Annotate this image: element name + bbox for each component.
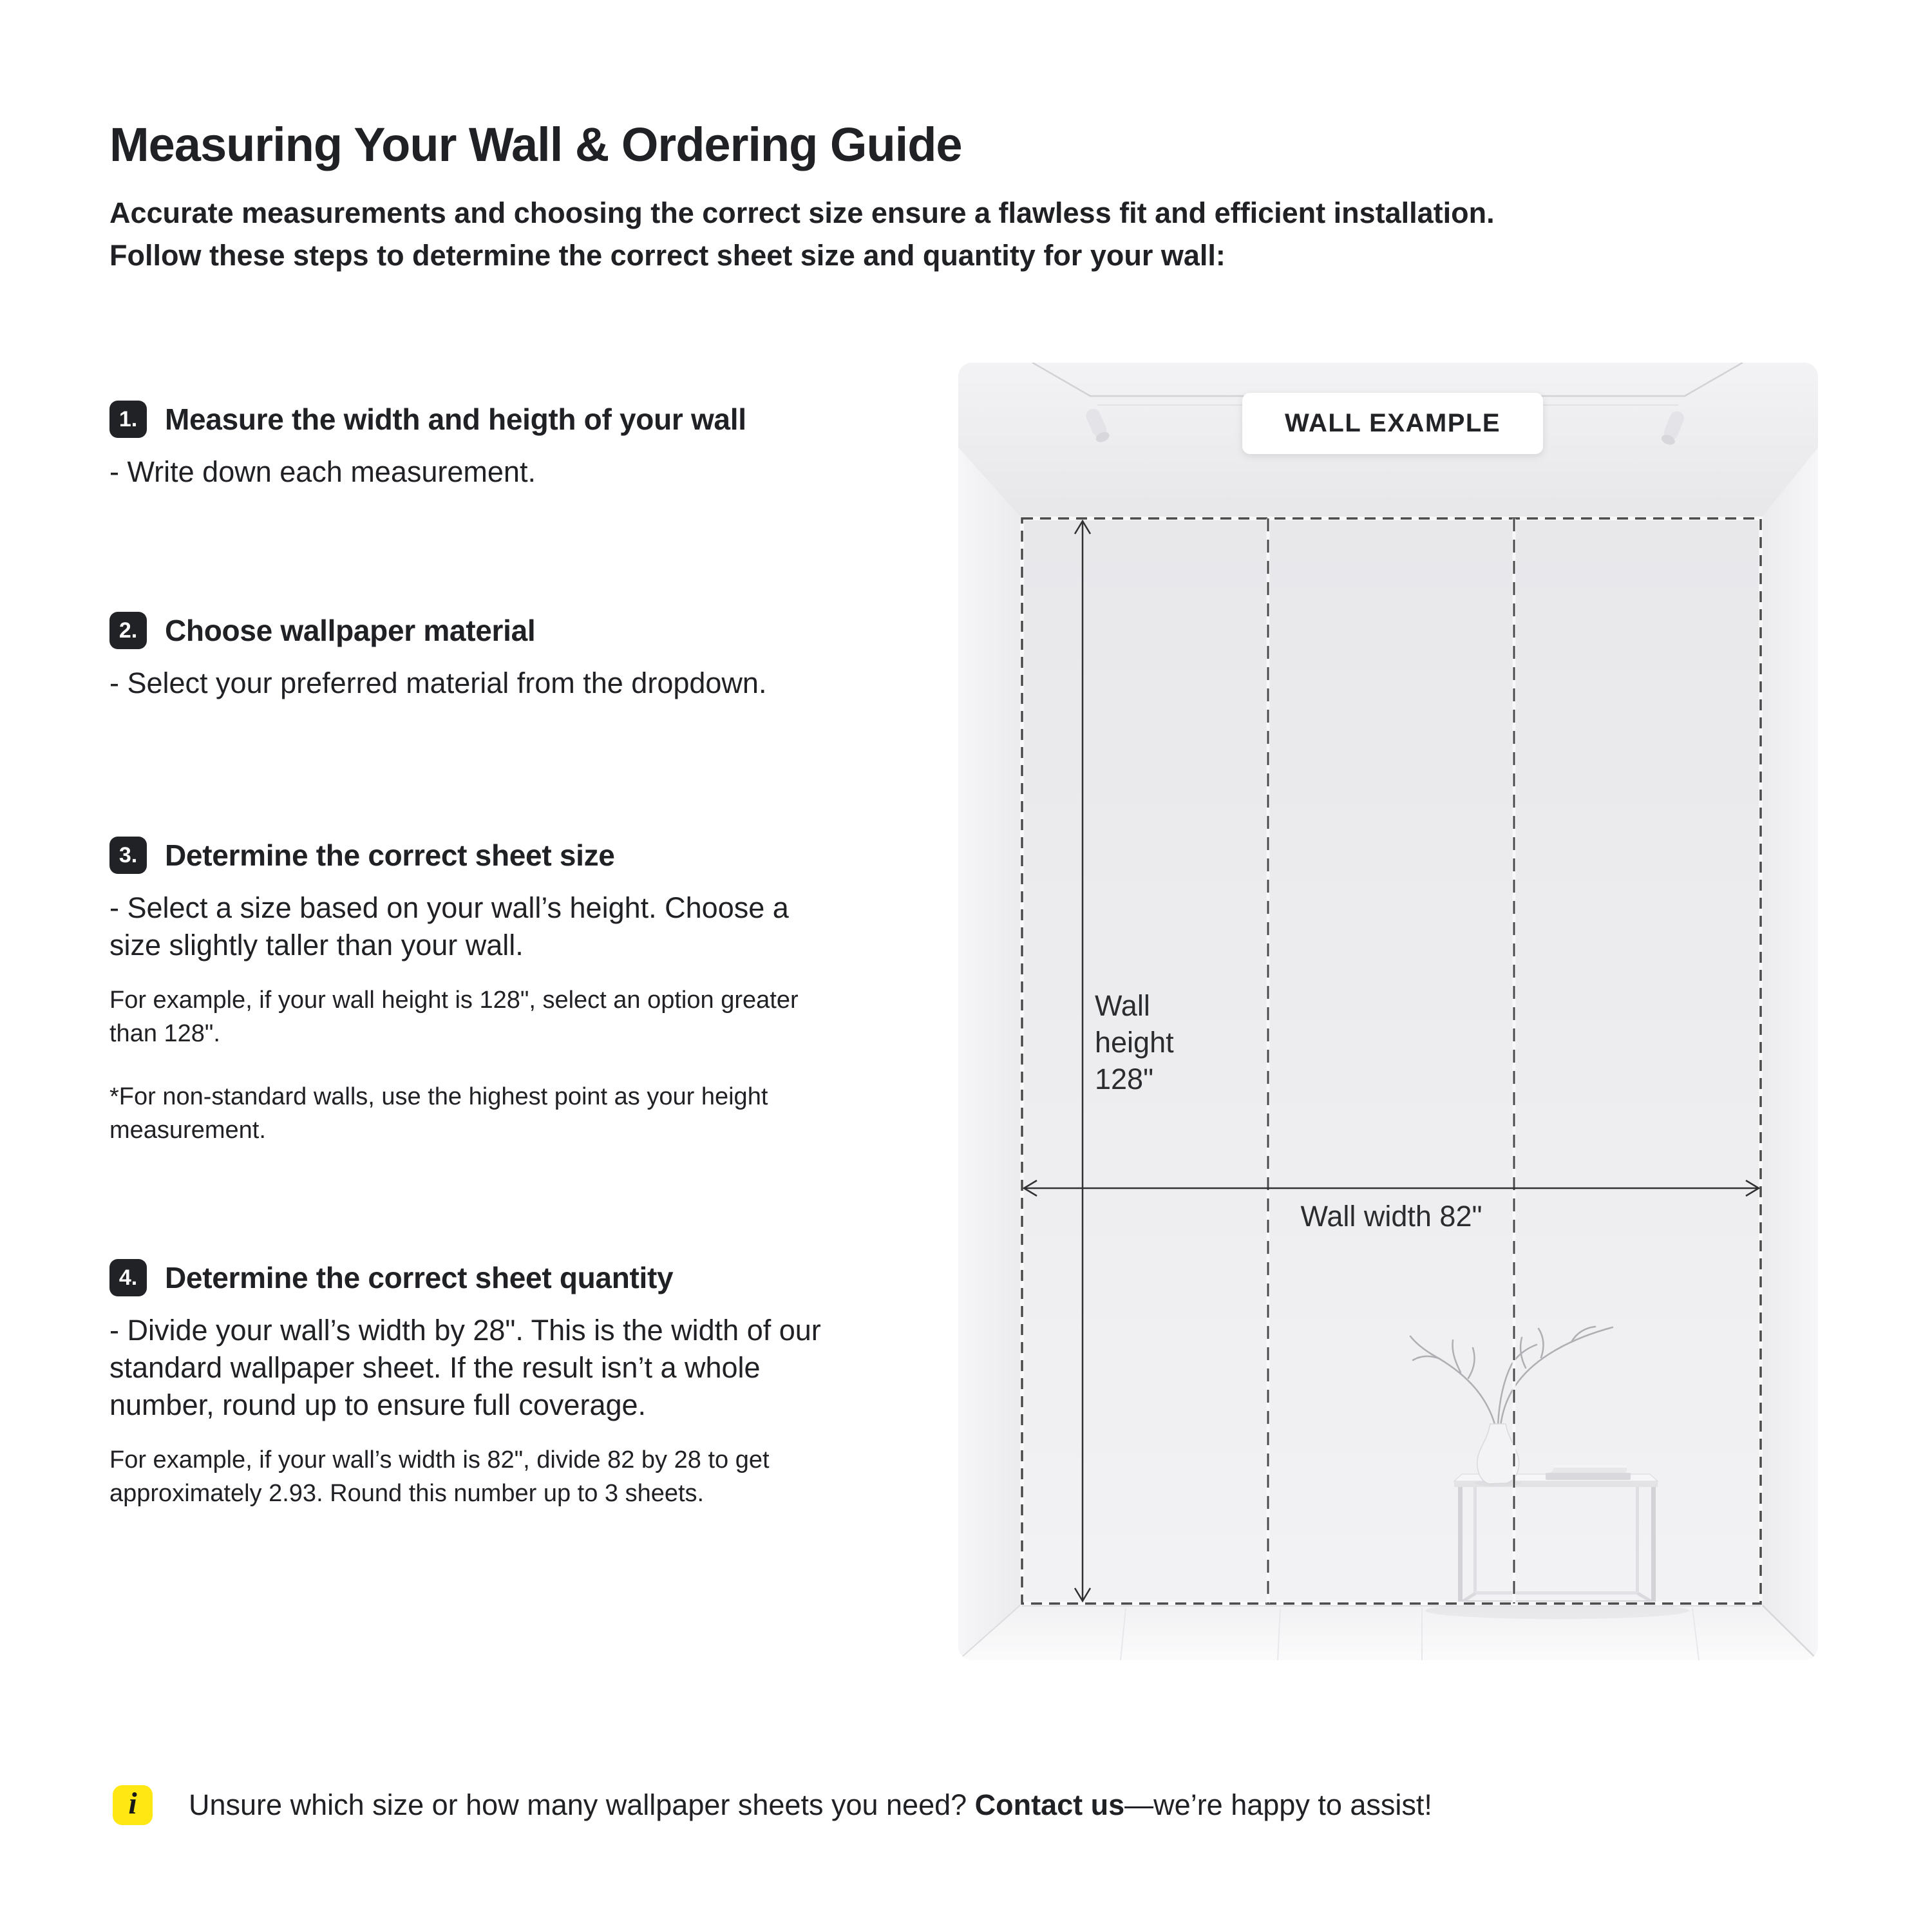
- step-4-example: For example, if your wall’s width is 82", divide 82 by 28 to get approximately 2.93. Round this number up to 3 sheets.: [109, 1446, 770, 1507]
- wall-example-image: [958, 363, 1818, 1660]
- room-illustration: [958, 363, 1818, 1660]
- intro-line: Accurate measurements and choosing the correct size ensure a flawless fit and efficient installation.: [109, 196, 1495, 229]
- wall-height-label: Wall height 128": [1095, 989, 1174, 1095]
- contact-us-link[interactable]: Contact us: [974, 1788, 1125, 1821]
- step-3-number-badge: 3.: [109, 837, 147, 874]
- step-2-number-badge: 2.: [109, 612, 147, 649]
- step-3-description: - Select a size based on your wall’s height. Choose a size slightly taller than your wall.: [109, 891, 789, 961]
- step-2-heading-row: [109, 612, 766, 649]
- step-3-sheet-size: [109, 837, 799, 1147]
- intro-line: Follow these steps to determine the correct sheet size and quantity for your wall:: [109, 239, 1226, 272]
- step-1-number-badge: 1.: [109, 401, 147, 438]
- step-4-description: - Divide your wall’s width by 28". This is the width of our standard wallpaper sheet. If the result isn’t a whole number, round up to ensure full coverage.: [109, 1314, 821, 1421]
- wall-width-label: Wall width 82": [1300, 1200, 1482, 1233]
- step-4-sheet-quantity: [109, 1259, 821, 1510]
- intro-paragraph: [109, 192, 1495, 277]
- step-3-title: Determine the correct sheet size: [165, 838, 615, 872]
- step-4-number-badge: 4.: [109, 1259, 147, 1296]
- step-1-description: - Write down each measurement.: [109, 455, 536, 488]
- wall-example-badge: WALL EXAMPLE: [1242, 393, 1543, 454]
- assist-text: Unsure which size or how many wallpaper sheets you need? Contact us—we’re happy to assist!: [189, 1788, 1432, 1821]
- info-icon: i: [113, 1785, 153, 1825]
- page-title: Measuring Your Wall & Ordering Guide: [109, 117, 962, 171]
- step-3-example: For example, if your wall height is 128", select an option greater than 128".: [109, 987, 799, 1047]
- assist-note: [113, 1785, 1432, 1825]
- step-4-title: Determine the correct sheet quantity: [165, 1261, 674, 1294]
- step-4-heading-row: [109, 1259, 821, 1296]
- step-2-title: Choose wallpaper material: [165, 614, 536, 647]
- step-1-measure-wall: [109, 401, 746, 491]
- step-3-heading-row: [109, 837, 799, 874]
- books: [1540, 1465, 1631, 1480]
- step-1-heading-row: [109, 401, 746, 438]
- step-1-title: Measure the width and heigth of your wall: [165, 402, 746, 436]
- step-2-description: - Select your preferred material from the dropdown.: [109, 667, 767, 699]
- step-2-choose-material: [109, 612, 766, 702]
- step-3-note: *For non-standard walls, use the highest point as your height measurement.: [109, 1083, 768, 1144]
